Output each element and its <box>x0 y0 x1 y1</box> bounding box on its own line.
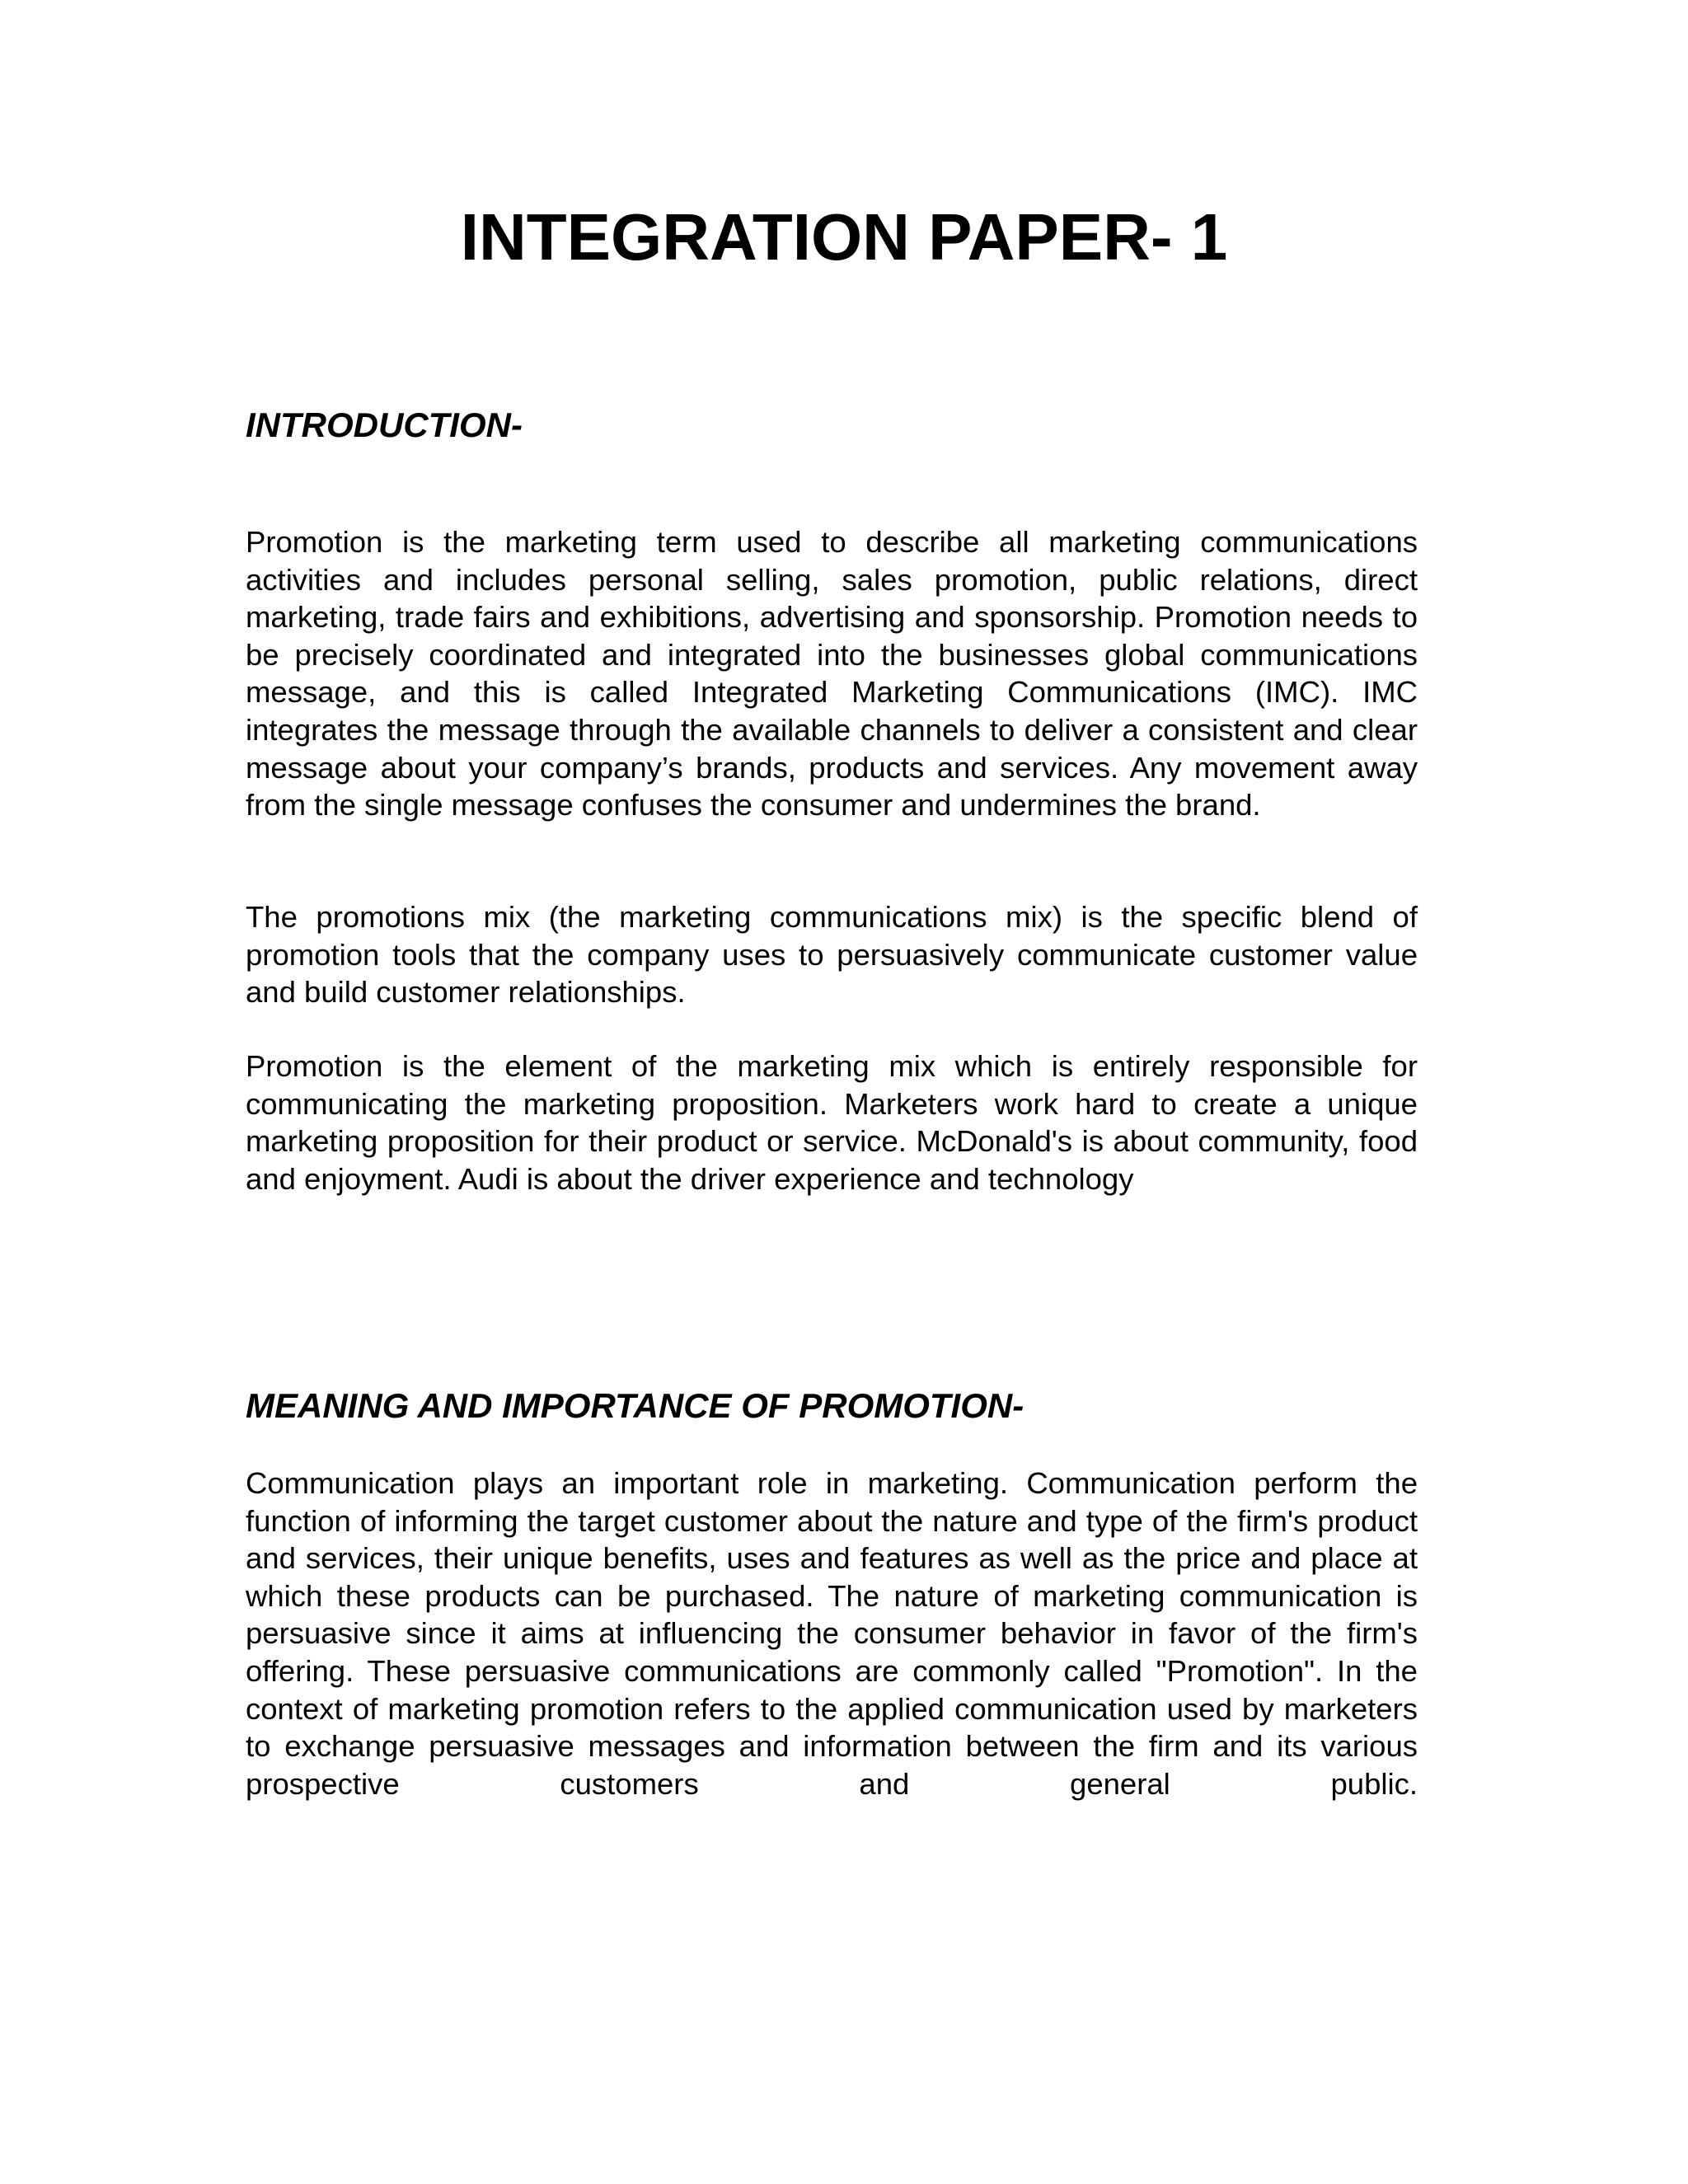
section-heading-meaning-importance: MEANING AND IMPORTANCE OF PROMOTION- <box>246 1386 1025 1425</box>
page-title: INTEGRATION PAPER- 1 <box>460 200 1228 274</box>
paragraph-introduction-2: The promotions mix (the marketing communications mix) is the specific blend of promotion tools that the company uses to persuasively communicate customer value and build customer relationships. <box>246 900 1418 1010</box>
paragraph-meaning-importance-1: Communication plays an important role in marketing. Communication perform the function of informing the target customer about the nature and type of the firm's product and services, their unique benefits, uses and features as well as the price and place at which these products can be purchased. The nature of marketing communication is persuasive since it aims at influencing the consumer behavior in favor of the firm's offering. These persuasive communications are commonly called "Promotion". In the context of marketing promotion refers to the applied communication used by marketers to exchange persuasive messages and information between the firm and its various prospective customers and general public. <box>246 1466 1418 1801</box>
paragraph-introduction-1: Promotion is the marketing term used to describe all marketing communications activities and includes personal selling, sales promotion, public relations, direct marketing, trade fairs and exhibitions, advertising and sponsorship. Promotion needs to be precisely coordinated and integrated into the businesses global communications message, and this is called Integrated Marketing Communications (IMC). IMC integrates the message through the available channels to deliver a consistent and clear message about your company’s brands, products and services. Any movement away from the single message confuses the consumer and undermines the brand. <box>246 525 1418 823</box>
section-heading-introduction: INTRODUCTION- <box>246 405 523 444</box>
paragraph-introduction-3: Promotion is the element of the marketing mix which is entirely responsible for communicating the marketing proposition. Marketers work hard to create a unique marketing proposition for their product or service. McDonald's is about community, food and enjoyment. Audi is about the driver experience and technology <box>246 1049 1418 1196</box>
